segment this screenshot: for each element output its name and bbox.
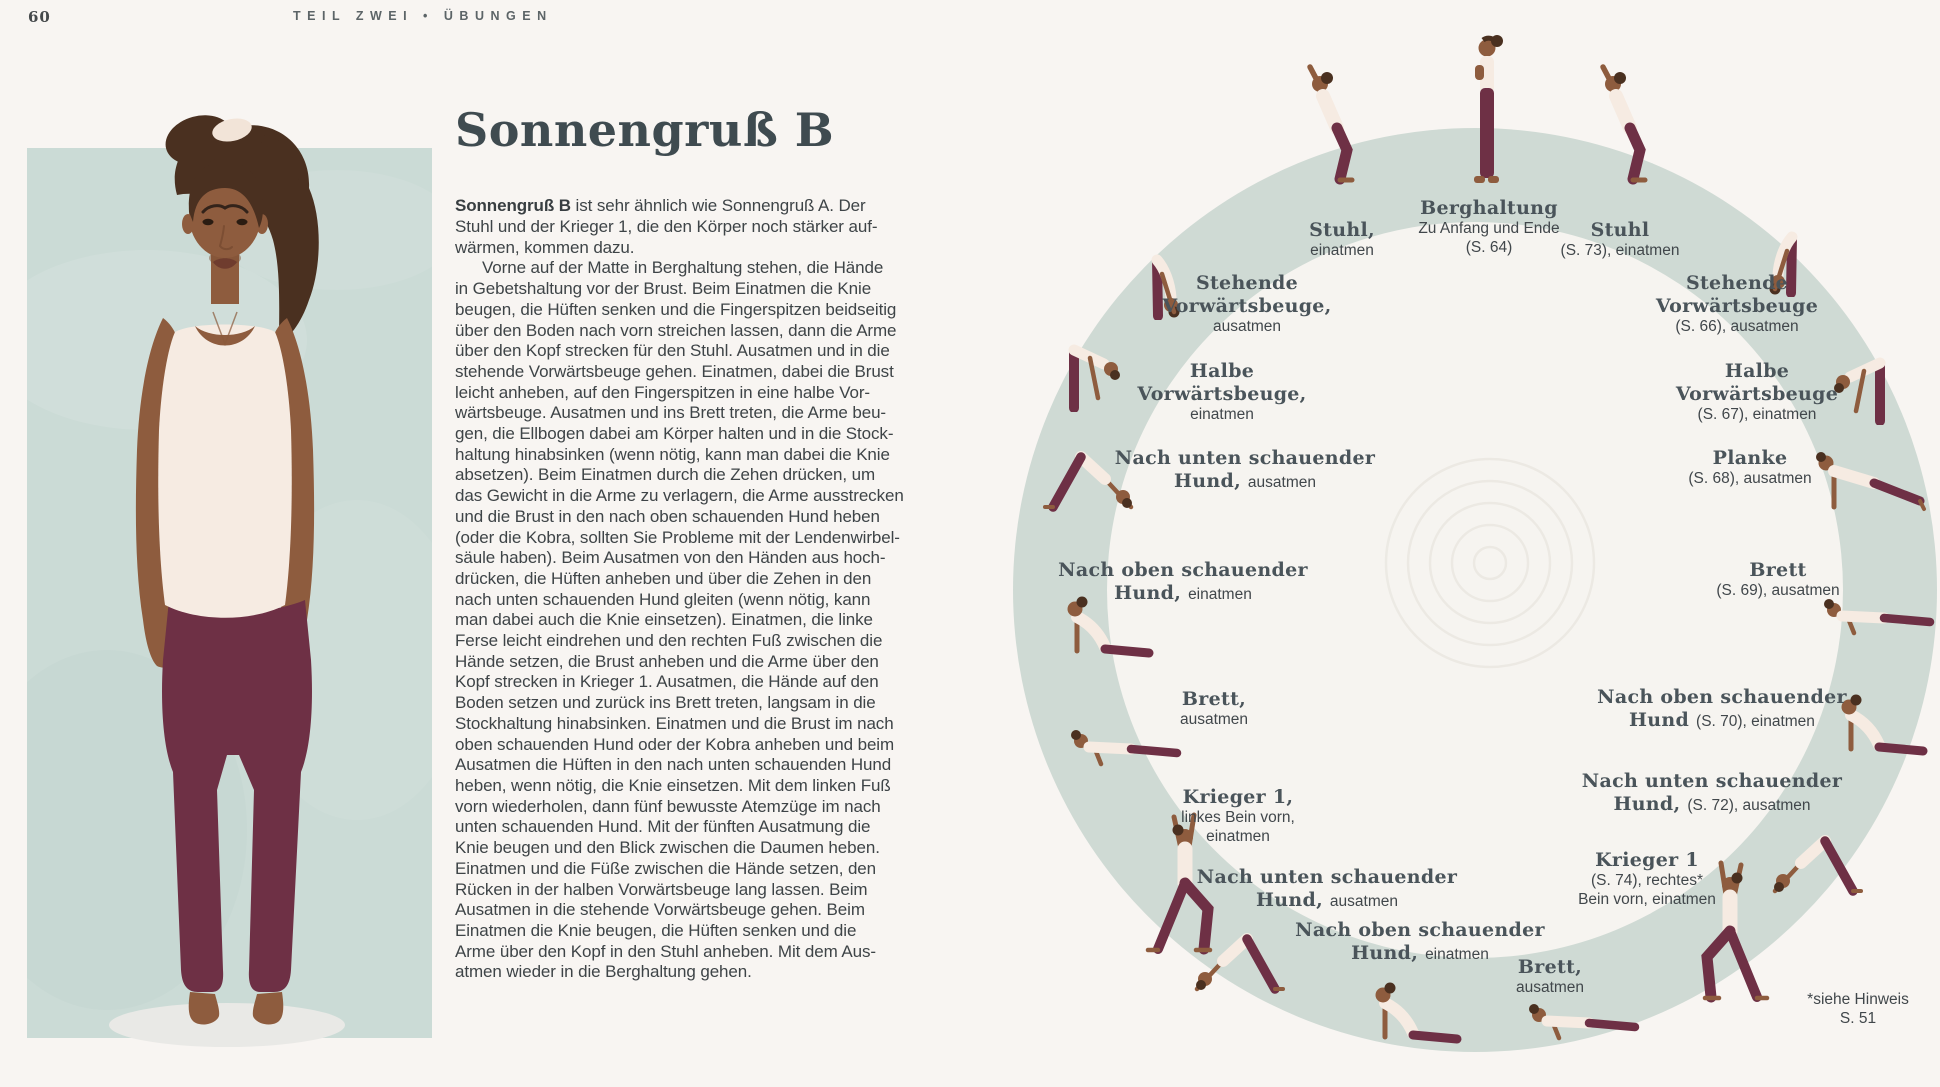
body-text-line: Ausatmen die Hüften in den nach unten schauenden Hund [455, 755, 892, 775]
body-text-line: nach unten schauenden Hund gleiten (wenn nötig, kann [455, 589, 871, 609]
label-brett-bottom: Brett, ausatmen [1515, 956, 1585, 996]
body-text-line: haltung hinabsinken (wenn nötig, kann man dabei die Knie [455, 444, 890, 464]
chair-pose-icon [1575, 55, 1665, 190]
body-text-line: drücken, die Hüften anheben und über die Zehen in den [455, 568, 872, 588]
label-stehende-vorwaertsbeuge-right: Stehende Vorwärtsbeuge (S. 66), ausatmen [1655, 272, 1819, 335]
body-text-line: Einatmen und die Füße zwischen die Hände setzen, den [455, 858, 877, 878]
body-text-line: wärmen, kommen dazu. [455, 237, 635, 257]
body-text-line: wärtsbeuge. Ausatmen und ins Brett treten, die Arme beu- [455, 403, 886, 423]
body-text-line: atmen wieder in die Berghaltung gehen. [455, 962, 752, 982]
label-planke: Planke (S. 68), ausatmen [1688, 447, 1812, 487]
running-header: TEIL ZWEI • ÜBUNGEN [293, 9, 553, 23]
body-text-line: Einatmen die Knie beugen, die Hüften senken und die [455, 920, 857, 940]
body-text-line: gen, die Ellbogen dabei am Körper halten und in die Stock- [455, 424, 894, 444]
downward-dog-pose-icon [1761, 807, 1871, 902]
body-text-line: Hände setzen, die Brust anheben und die Arme über den [455, 651, 879, 671]
body-text-line: über den Kopf strecken für den Stuhl. Ausatmen und in die [455, 341, 890, 361]
label-halbe-vorwaertsbeuge-left: Halbe Vorwärtsbeuge, einatmen [1137, 360, 1307, 423]
label-berghaltung: Berghaltung Zu Anfang und Ende (S. 64) [1418, 197, 1560, 256]
body-text-line: vorn wiederholen, dann fünf bewusste Atemzüge im nach [455, 796, 881, 816]
half-fold-pose-icon [1048, 292, 1128, 417]
mountain-pose-icon [1457, 28, 1517, 193]
body-text-line: Vorne auf der Matte in Berghaltung stehen, die Hände [482, 258, 884, 278]
body-text-line: Stockhaltung hinabsinken. Einatmen und die Brust im nach [455, 713, 894, 733]
body-text-line: Ausatmen in die stehende Vorwärtsbeuge gehen. Beim [455, 900, 865, 920]
low-plank-pose-icon [1523, 993, 1643, 1048]
body-text-line: in Gebetshaltung vor der Brust. Beim Einatmen die Knie [455, 279, 872, 299]
plank-pose-icon [1810, 445, 1930, 520]
footnote: *siehe Hinweis S. 51 [1807, 991, 1909, 1027]
body-text-line: Kopf strecken in Krieger 1. Ausatmen, die Hände auf den [455, 672, 879, 692]
label-nach-unten-hund-right: Nach unten schauender Hund, (S. 72), ausatmen [1581, 770, 1843, 815]
body-text-line: (oder die Kobra, sollten Sie Probleme mit der Lendenwirbel- [455, 527, 900, 547]
chair-pose-icon [1282, 55, 1372, 190]
body-text-line: unten schauenden Hund. Mit der fünften Ausatmung die [455, 817, 871, 837]
body-text-line: heben, wenn nötig, die Knie einsetzen. Mit dem linken Fuß [455, 775, 891, 795]
body-text-line: Arme über den Kopf in den Stuhl anheben. Mit dem Aus- [455, 941, 876, 961]
label-stuhl-top-left: Stuhl, einatmen [1309, 219, 1375, 259]
label-nach-oben-hund-left: Nach oben schauender Hund, einatmen [1058, 559, 1308, 604]
body-text-line: Sonnengruß B ist sehr ähnlich wie Sonnengruß A. Der [455, 196, 866, 216]
body-text-line: leicht anheben, auf den Fingerspitzen in eine halbe Vor- [455, 382, 870, 402]
label-halbe-vorwaertsbeuge-right: Halbe Vorwärtsbeuge (S. 67), einatmen [1675, 360, 1839, 423]
body-text-line: das Gewicht in die Arme zu verlagern, die Arme ausstrecken [455, 486, 904, 506]
body-text-line: stehende Vorwärtsbeuge gehen. Einatmen, dabei die Brust [455, 361, 894, 381]
label-krieger-left: Krieger 1, linkes Bein vorn, einatmen [1181, 786, 1295, 845]
body-text-line: Knie beugen und den Blick zwischen die Daumen heben. [455, 838, 880, 858]
label-krieger-right: Krieger 1 (S. 74), rechtes* Bein vorn, einatmen [1578, 849, 1716, 908]
label-nach-oben-hund-right: Nach oben schauender Hund (S. 70), einatmen [1597, 686, 1847, 731]
label-stuhl-top-right: Stuhl (S. 73), einatmen [1560, 219, 1680, 259]
body-text-line: säule haben). Beim Ausatmen von den Händen aus hoch- [455, 548, 886, 568]
low-plank-pose-icon [1065, 719, 1185, 774]
body-text-line: und die Brust in den nach oben schauenden Hund heben [455, 506, 880, 526]
body-text-line: Boden setzen und zurück ins Brett treten, langsam in die [455, 693, 876, 713]
label-brett-left: Brett, ausatmen [1179, 688, 1249, 728]
body-text-line: Rücken in der halben Vorwärtsbeuge lang lassen. Beim [455, 879, 868, 899]
body-text-line: Stuhl und der Krieger 1, die den Körper noch stärker auf- [455, 217, 878, 236]
label-nach-unten-hund-bottom: Nach unten schauender Hund, ausatmen [1196, 866, 1458, 911]
body-text-line: absetzen). Beim Einatmen durch die Zehen drücken, um [455, 465, 876, 485]
label-stehende-vorwaertsbeuge-left: Stehende Vorwärtsbeuge, ausatmen [1162, 272, 1332, 335]
upward-dog-pose-icon [1353, 955, 1463, 1050]
label-nach-unten-hund-left: Nach unten schauender Hund, ausatmen [1114, 447, 1376, 492]
body-text-line: oben schauenden Hund oder der Kobra anheben und beim [455, 734, 895, 754]
label-brett-right: Brett (S. 69), ausatmen [1716, 559, 1840, 599]
label-nach-oben-hund-bottom: Nach oben schauender Hund, einatmen [1295, 919, 1545, 964]
page-number: 60 [28, 8, 51, 26]
body-text-line: Ferse leicht eindrehen und den rechten Fuß zwischen die [455, 631, 883, 651]
body-text-line: man dabei auch die Knie einsetzen). Einatmen, die linke [455, 610, 873, 630]
page-title: Sonnengruß B [455, 103, 835, 157]
body-text-line: über den Boden nach vorn streichen lassen, dann die Arme [455, 320, 897, 340]
body-text-line: beugen, die Hüften senken und die Fingerspitzen beidseitig [455, 299, 897, 319]
